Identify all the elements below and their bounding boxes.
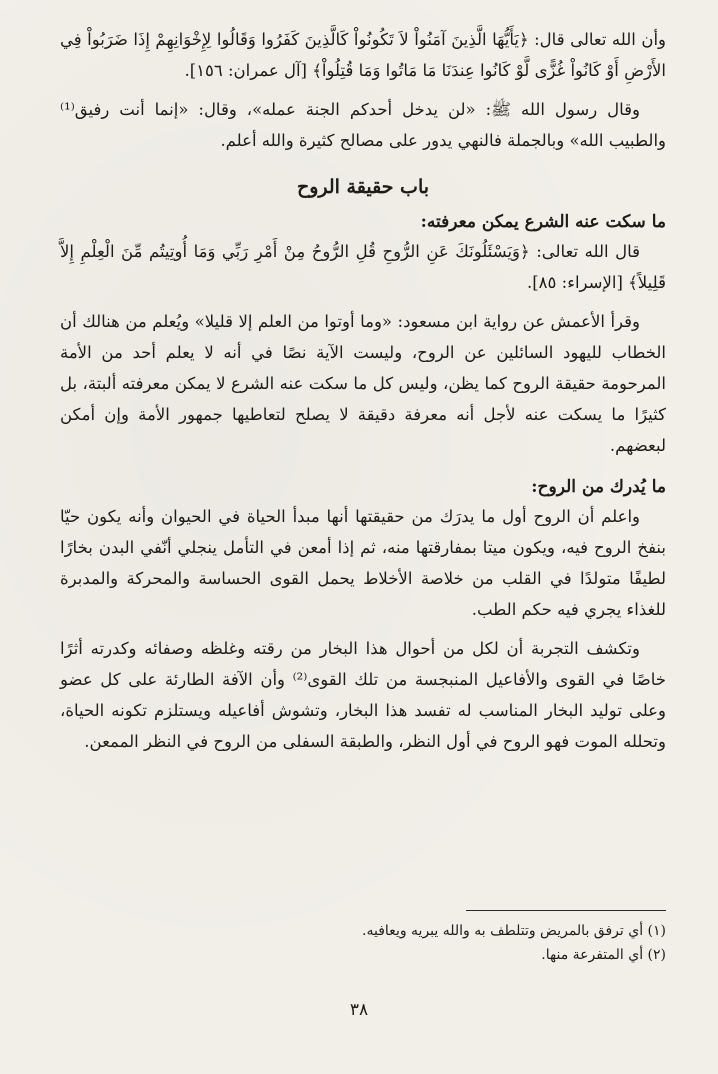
chapter-heading: باب حقيقة الروح: [296, 176, 430, 198]
paragraph-al-amash: وقرأ الأعمش عن رواية ابن مسعود: «وما أوتوا من العلم إلا قليلا» ويُعلم من هنالك أن الخطاب لليهود السائلين عن الروح، وليست الآية نصًا في أنه لا يعلم أحد من الأمة المرحومة حقيقة الروح كما يظن، وليس كل ما سكت عنه الشرع لا يمكن معرفته ألبتة، بل كثيرًا ما يسكت عنه لأجل أنه معرفة دقيقة لا يصلح لتعاطيها جمهور الأمة وإن أمكن لبعضهم.: [60, 312, 666, 455]
paragraph-spirit-experience: وتكشف التجربة أن لكل من أحوال هذا البخار من رقته وغلظه وصفائه وكدرته أثرًا خاصًا في القوى والأفاعيل المنبجسة من تلك القوى⁽²⁾ وأن الآفة الطارئة على كل عضو وعلى توليد البخار المناسب له تفسد هذا البخار، وتشوش أفاعيله ويستلزم تكونه الحياة، وتحلله الموت فهو الروح في أول النظر، والطبقة السفلى من الروح في النظر الممعن.: [60, 639, 666, 751]
paragraph-quran-al-imran: وأن الله تعالى قال: ﴿يَأَيُّهَا الَّذِينَ آمَنُواْ لاَ تَكُونُواْ كَالَّذِينَ كَفَرُوا وَقَالُوا لِإِخْوَانِهِمْ إِذَا ضَرَبُواْ فِي الأَرْضِ أَوْ كَانُواْ غُزًّى لَّوْ كَانُوا عِندَنَا مَا مَاتُوا وَمَا قُتِلُواْ﴾ [آل عمران: ١٥٦].: [60, 30, 666, 80]
footnote-1: (١) أي ترفق بالمريض وتتلطف به والله يبريه ويعافيه.: [362, 923, 666, 939]
paragraph-spirit-origin: واعلم أن الروح أول ما يدرَك من حقيقتها أنها مبدأ الحياة في الحيوان وأنه يكون حيّا بنفخ الروح فيه، ويكون ميتا بمفارقتها منه، ثم إذا أمعن في التأمل ينجلي أنّفي البدن بخارًا لطيفًا متولدًا في القلب من خلاصة الأخلاط يحمل القوى الحساسة والمحركة والمدبرة للغذاء يجري فيه حكم الطب.: [60, 507, 666, 619]
page-number: ٣٨: [349, 1000, 369, 1020]
footnotes: [60, 910, 666, 967]
footnote-rule: [466, 910, 666, 911]
section-heading-perceived-spirit: ما يُدرك من الروح:: [531, 477, 666, 497]
paragraph-quran-al-isra: قال الله تعالى: ﴿وَيَسْئَلُونَكَ عَنِ الرُّوحِ قُلِ الرُّوحُ مِنْ أَمْرِ رَبِّي وَمَا أُوتِيتُم مِّنَ الْعِلْمِ إِلاَّ قَلِيلاً﴾ [الإسراء: ٨٥].: [60, 242, 666, 292]
section-heading-silent-sharia: ما سكت عنه الشرع يمكن معرفته:: [420, 212, 666, 232]
paragraph-hadith: وقال رسول الله ﷺ: «لن يدخل أحدكم الجنة عمله»، وقال: «إنما أنت رفيق⁽¹⁾ والطبيب الله» وبالجملة فالنهي يدور على مصالح كثيرة والله أعلم.: [60, 100, 666, 150]
footnote-2: (٢) أي المتفرعة منها.: [541, 947, 666, 963]
